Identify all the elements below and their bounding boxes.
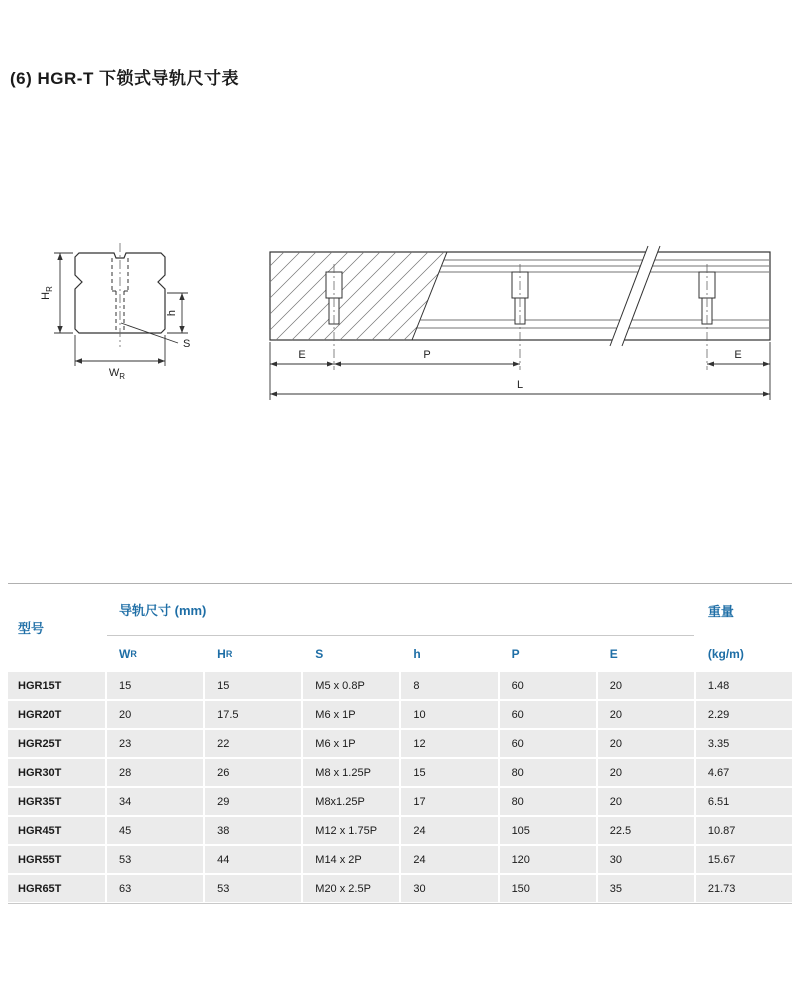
column-header-model: 型号: [18, 620, 45, 636]
cell-wr: 28: [107, 759, 203, 786]
cell-s: M6 x 1P: [303, 701, 399, 728]
cell-wr: 34: [107, 788, 203, 815]
cell-weight: 1.48: [696, 672, 792, 699]
cell-e: 20: [598, 759, 694, 786]
column-header-h: h: [413, 647, 421, 661]
cell-s: M20 x 2.5P: [303, 875, 399, 902]
cell-h: 24: [401, 817, 497, 844]
cell-hr: 26: [205, 759, 301, 786]
cell-weight: 10.87: [696, 817, 792, 844]
cell-hr: 15: [205, 672, 301, 699]
cell-wr: 23: [107, 730, 203, 757]
cell-s: M8 x 1.25P: [303, 759, 399, 786]
column-header-p: P: [511, 647, 520, 661]
cell-e: 30: [598, 846, 694, 873]
cell-e: 20: [598, 788, 694, 815]
column-header-wr: W R: [119, 647, 137, 661]
cell-h: 10: [401, 701, 497, 728]
cell-model: HGR35T: [8, 788, 105, 815]
cell-h: 8: [401, 672, 497, 699]
cell-model: HGR30T: [8, 759, 105, 786]
dim-label-p: P: [423, 349, 431, 361]
cell-hr: 29: [205, 788, 301, 815]
cell-weight: 4.67: [696, 759, 792, 786]
cell-weight: 2.29: [696, 701, 792, 728]
rail-dimension-table: [8, 583, 792, 904]
cell-p: 80: [500, 788, 596, 815]
cell-model: HGR65T: [8, 875, 105, 902]
cell-hr: 17.5: [205, 701, 301, 728]
dim-label-hr: $H_R$: [40, 286, 54, 300]
cell-h: 30: [401, 875, 497, 902]
cell-p: 150: [500, 875, 596, 902]
dim-label-s: S: [183, 338, 191, 350]
cell-wr: 45: [107, 817, 203, 844]
cell-wr: 53: [107, 846, 203, 873]
cell-s: M14 x 2P: [303, 846, 399, 873]
cell-p: 105: [500, 817, 596, 844]
cell-s: M6 x 1P: [303, 730, 399, 757]
rail-cross-section-drawing: [30, 235, 240, 395]
rail-side-view-drawing: [262, 244, 782, 414]
dim-label-e-right: E: [734, 349, 742, 361]
cell-p: 60: [500, 730, 596, 757]
cell-e: 20: [598, 672, 694, 699]
cell-weight: 21.73: [696, 875, 792, 902]
cell-hr: 53: [205, 875, 301, 902]
cell-e: 22.5: [598, 817, 694, 844]
cell-model: HGR25T: [8, 730, 105, 757]
cell-h: 15: [401, 759, 497, 786]
cell-weight: 6.51: [696, 788, 792, 815]
cell-weight: 3.35: [696, 730, 792, 757]
column-header-weight-unit: (kg/m): [707, 647, 744, 661]
dim-label-l: L: [516, 379, 524, 391]
cell-s: M8x1.25P: [303, 788, 399, 815]
cell-wr: 15: [107, 672, 203, 699]
cell-h: 12: [401, 730, 497, 757]
dimension-lines: [54, 253, 191, 366]
column-header-e: E: [609, 647, 618, 661]
cell-weight: 15.67: [696, 846, 792, 873]
cell-p: 120: [500, 846, 596, 873]
cell-hr: 22: [205, 730, 301, 757]
page-title: (6) HGR-T 下锁式导轨尺寸表: [10, 69, 240, 89]
cell-h: 17: [401, 788, 497, 815]
cell-s: M12 x 1.75P: [303, 817, 399, 844]
cell-e: 20: [598, 701, 694, 728]
cell-h: 24: [401, 846, 497, 873]
column-group-header-dimensions: 导轨尺寸 (mm): [107, 584, 694, 636]
cell-hr: 38: [205, 817, 301, 844]
cell-p: 80: [500, 759, 596, 786]
cell-model: HGR55T: [8, 846, 105, 873]
cell-e: 35: [598, 875, 694, 902]
column-header-weight: 重量: [707, 603, 734, 619]
cell-wr: 20: [107, 701, 203, 728]
cell-p: 60: [500, 701, 596, 728]
cell-model: HGR20T: [8, 701, 105, 728]
column-header-s: S: [315, 647, 324, 661]
cell-hr: 44: [205, 846, 301, 873]
cell-s: M5 x 0.8P: [303, 672, 399, 699]
dim-label-wr: $W_R$: [108, 367, 126, 381]
dim-label-h: h: [166, 309, 178, 317]
cell-model: HGR45T: [8, 817, 105, 844]
cell-wr: 63: [107, 875, 203, 902]
cell-e: 20: [598, 730, 694, 757]
dim-label-e-left: E: [298, 349, 306, 361]
cell-p: 60: [500, 672, 596, 699]
cell-model: HGR15T: [8, 672, 105, 699]
column-header-hr: H R: [217, 647, 233, 661]
